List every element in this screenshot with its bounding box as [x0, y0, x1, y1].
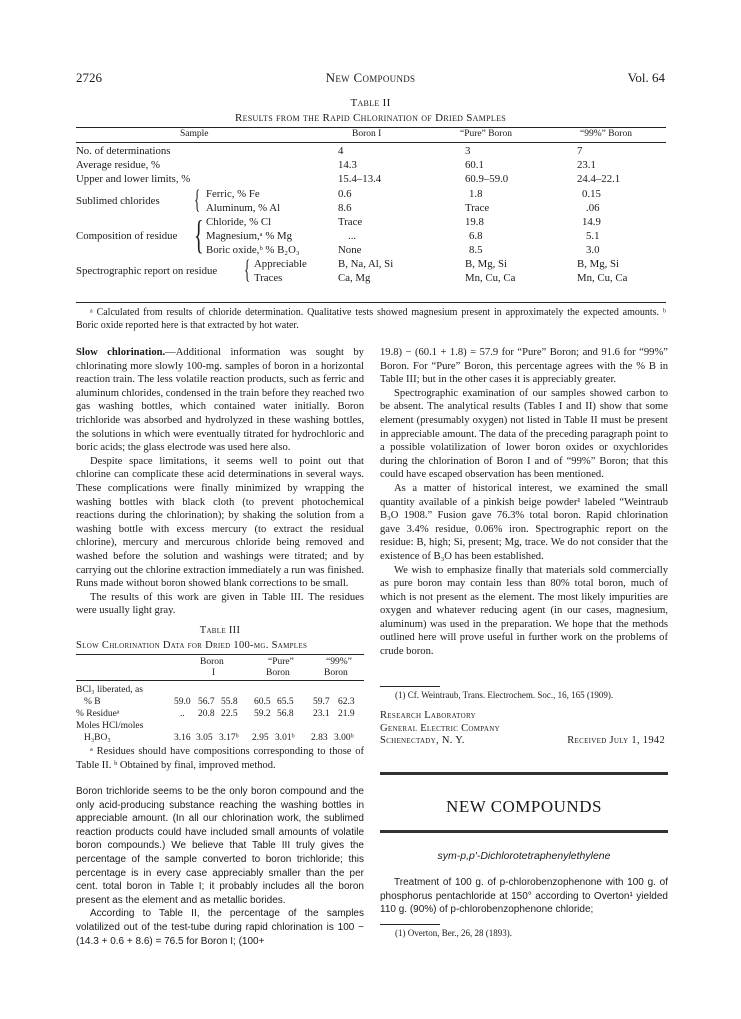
table3-col-pure: “Pure” — [268, 657, 294, 667]
cell: B, Na, Al, Si — [338, 258, 394, 270]
cell: 21.9 — [338, 709, 355, 719]
cell: 3.0 — [586, 244, 600, 256]
cell: 3.17ᵇ — [219, 733, 239, 743]
footnote-overton: (1) Overton, Ber., 26, 28 (1893). — [395, 928, 512, 938]
table2-label: Table II — [350, 97, 391, 109]
table2-row — [76, 144, 676, 158]
row-label: % B — [84, 697, 101, 707]
address-line: General Electric Company — [380, 722, 500, 734]
table2-col-sample: Sample — [180, 129, 209, 139]
cell: 7 — [577, 145, 583, 157]
table3-label: Table III — [199, 625, 241, 636]
row-label: Upper and lower limits, % — [76, 173, 191, 185]
table3-top-rule — [76, 654, 364, 655]
paragraph: Spectrographic examination of our samples showed carbon to be absent. The analytical results (Tables I and II) show that some element (presumably oxygen) not listed in Table II must be present in appreciable amount. The data of the preceding paragraph point to a possible volatilization of lower boron oxides or oxychlorides during the chlorination of Boron I and of “99%” Boron; that this could have escaped observation has been mentioned. — [380, 387, 668, 481]
cell: B, Mg, Si — [465, 258, 508, 270]
received-date: Received July 1, 1942 — [567, 735, 665, 746]
cell: 14.3 — [338, 159, 357, 171]
cell: .06 — [586, 202, 600, 214]
cell: 23.1 — [577, 159, 596, 171]
cell: 8.5 — [469, 244, 483, 256]
cell: 2.83 — [311, 733, 328, 743]
table3-head-rule — [76, 680, 364, 681]
row-label: Traces — [254, 272, 283, 284]
address-line: Research Laboratory — [380, 710, 476, 721]
table2-bottom-rule — [76, 302, 666, 303]
table3-col-boron: Boron — [200, 657, 224, 667]
table2-col-99: “99%” Boron — [580, 129, 632, 139]
cell: 62.3 — [338, 697, 355, 707]
section-rule-top — [380, 772, 668, 775]
row-label: Aluminum, % Al — [206, 202, 281, 214]
address-block — [380, 710, 500, 748]
cell: 65.5 — [277, 697, 294, 707]
row-label: Boric oxide,ᵇ % B₂O₃ — [206, 244, 300, 256]
cell: 24.4–22.1 — [577, 173, 621, 185]
row-label: Moles HCl/moles — [76, 721, 144, 731]
table2-group-sublimed — [76, 187, 676, 215]
paragraph-slow-chlorination — [76, 346, 364, 455]
row-label: Average residue, % — [76, 159, 161, 171]
cell: 3 — [465, 145, 471, 157]
row-label: Magnesium,ᵃ % Mg — [206, 230, 293, 242]
table2-top-rule — [76, 127, 666, 128]
cell: 59.0 — [174, 697, 191, 707]
cell: 2.95 — [252, 733, 269, 743]
group-label: Sublimed chlorides — [76, 195, 160, 207]
left-column — [76, 346, 364, 618]
running-title: New Compounds — [325, 70, 416, 85]
table2-head-rule — [76, 142, 666, 143]
section-title: NEW COMPOUNDS — [446, 797, 602, 816]
address-line: Schenectady, N. Y. — [380, 735, 465, 746]
cell: .. — [180, 709, 185, 719]
paragraph: 19.8) − (60.1 + 1.8) = 57.9 for “Pure” Boron; and 91.6 for “99%” Boron. For “Pure” Boron, this percentage agrees with the % B in Table III; but in the other cases it is appreciably greater. — [380, 347, 668, 386]
footnote-rule — [380, 924, 440, 925]
cell: 3.05 — [196, 733, 213, 743]
page-number: 2726 — [76, 70, 102, 85]
footnote-weintraub: (1) Cf. Weintraub, Trans. Electrochem. Soc., 16, 165 (1909). — [395, 690, 614, 700]
cell: ... — [348, 230, 357, 242]
table2-col-pure: “Pure” Boron — [460, 129, 512, 139]
cell: 55.8 — [221, 697, 238, 707]
table2-row — [76, 158, 676, 172]
cell: 8.6 — [338, 202, 352, 214]
paragraph: Treatment of 100 g. of p-chlorobenzophenone with 100 g. of phosphorus pentachloride at 150° according to Overton¹ yielded 110 g. (90%) of p-chlorobenzophenone chloride; — [380, 877, 668, 916]
cell: Trace — [338, 216, 363, 228]
table3-col-99: “99%” — [326, 657, 352, 667]
row-label: BCl₃ liberated, as — [76, 685, 143, 695]
paragraph: Boron trichloride seems to be the only boron compound and the only acid-producing substance reaching the washing bottles in appreciable amount. (In all our chlorination work, the sublimed reaction products could have included small amounts of volatile boron compounds.) We believe that Table III truly gives the percentage of the sample converted to boron trichloride; this percentage is in every case appreciably smaller than the per cent. total boron in Table I; it probably includes all the boron present as the element and as metallic borides. — [76, 786, 364, 906]
brace-glyph: { — [194, 185, 201, 214]
right-column — [380, 346, 668, 659]
paragraph-heading: Slow chlorination. — [76, 347, 166, 358]
left-column-bottom — [76, 785, 364, 948]
row-label: H₃BO₃ — [84, 733, 111, 743]
paragraph: We wish to emphasize finally that materials sold commercially as pure boron may contain less than 80% total boron, much of which is not present as the element. The most likely impurities are oxygen and whatever reducing agent (in our cases, magnesium, aluminum) was used in the preparation. We hope that the methods outlined here will prove useful in further work on the problems of crude boron. — [380, 564, 668, 658]
section-rule-bottom — [380, 830, 668, 833]
table3-col-boron-num: I — [212, 668, 216, 678]
cell: 1.8 — [469, 188, 483, 200]
row-label: No. of determinations — [76, 145, 171, 157]
table3-body — [76, 656, 364, 756]
table2-footnote: ᵃ Calculated from results of chloride determination. Qualitative tests showed magnesium present in approximately the expected amounts. ᵇ Boric oxide reported here is that extracted by hot water. — [76, 307, 666, 331]
table3-footnote: ᵃ Residues should have compositions corresponding to those of Table II. ᵇ Obtained by final, improved method. — [76, 746, 364, 771]
cell: 3.16 — [174, 733, 191, 743]
cell: 59.2 — [254, 709, 271, 719]
cell: 3.01ᵇ — [275, 733, 295, 743]
table2-col-boron1: Boron I — [352, 129, 382, 139]
cell: 19.8 — [465, 216, 484, 228]
brace-glyph: { — [244, 255, 251, 284]
group-label: Composition of residue — [76, 230, 178, 242]
table2-body — [76, 144, 676, 285]
table2-title: Results from the Rapid Chlorination of Dried Samples — [234, 112, 507, 124]
paragraph: Despite space limitations, it seems well to point out that chlorine can complicate these acid determinations in several ways. These complications were finally minimized by wrapping the washing bottles with black cloth (to prevent photochemical reactions during the chlorination); by shaking the solution from a washing bottle with excess mercury (to extract the residual chlorine), mercury and mercurous chloride being removed and washed before the solution and washings were titrated; and by carrying out the chlorine extraction immediately a run was finished. Runs made without boron showed blank corrections to be small. — [76, 455, 364, 590]
cell: 0.15 — [582, 188, 601, 200]
table3-col-pure-boron: Boron — [266, 668, 290, 678]
cell: Trace — [465, 202, 490, 214]
cell: 60.5 — [254, 697, 271, 707]
cell: Mn, Cu, Ca — [577, 272, 628, 284]
row-label: Chloride, % Cl — [206, 216, 272, 228]
cell: 0.6 — [338, 188, 352, 200]
table2-group-spectro — [76, 257, 676, 285]
cell: 56.7 — [198, 697, 215, 707]
cell: Mn, Cu, Ca — [465, 272, 516, 284]
row-label: Appreciable — [254, 258, 307, 270]
brace-glyph: { — [194, 212, 204, 257]
cell: 23.1 — [313, 709, 330, 719]
cell: 22.5 — [221, 709, 238, 719]
paragraph: As a matter of historical interest, we examined the small quantity available of a pinkish beige powder¹ labeled “Weintraub B₃O 1908.” Fusion gave 76.3% total boron. Rapid chlorination gave 3.4% residue, 0.06% iron. Spectrographic report on the residue: B, high; Si, present; Mg, trace. We do not consider that the existence of B₃O has been established. — [380, 482, 668, 562]
cell: None — [338, 244, 362, 256]
cell: 15.4–13.4 — [338, 173, 382, 185]
cell: 59.7 — [313, 697, 330, 707]
compound-title: sym-p,p′-Dichlorotetraphenylethylene — [437, 850, 611, 862]
cell: Ca, Mg — [338, 272, 371, 284]
cell: 3.00ᵇ — [334, 733, 354, 743]
row-label: % Residueᵃ — [76, 709, 120, 719]
group-label: Spectrographic report on residue — [76, 265, 218, 277]
table3-col-99-boron: Boron — [324, 668, 348, 678]
paragraph-text: —Additional information was sought by chlorinating more slowly 100-mg. samples of boron in a horizontal reaction train. The less volatile reaction products, such as ferric and aluminum chlorides, condensed in the train before they reached two gas washing bottles, which contained water initially. Boron trichloride was absorbed and hydrolyzed in these washing bottles, the solutions in which were eventually titrated for hydrochloric and boric acids; the glass electrode was used here also. — [76, 347, 364, 454]
cell: 56.8 — [277, 709, 294, 719]
table2-group-composition — [76, 212, 676, 257]
cell: 4 — [338, 145, 344, 157]
table2-row — [76, 172, 676, 187]
row-label: Ferric, % Fe — [206, 188, 260, 200]
footnote-rule — [380, 686, 440, 687]
cell: 5.1 — [586, 230, 600, 242]
cell: 20.8 — [198, 709, 215, 719]
paragraph: According to Table II, the percentage of the samples volatilized out of the test-tube during rapid chlorination is 100 − (14.3 + 0.6 + 8.6) = 76.5 for Boron I; (100+ — [76, 908, 364, 947]
paragraph: The results of this work are given in Table III. The residues were usually light gray. — [76, 591, 364, 617]
cell: B, Mg, Si — [577, 258, 620, 270]
cell: 60.9–59.0 — [465, 173, 509, 185]
cell: 60.1 — [465, 159, 484, 171]
cell: 14.9 — [582, 216, 601, 228]
volume-number: Vol. 64 — [627, 70, 665, 85]
table3-title: Slow Chlorination Data for Dried 100-mg. Samples — [76, 640, 308, 651]
cell: 6.8 — [469, 230, 483, 242]
